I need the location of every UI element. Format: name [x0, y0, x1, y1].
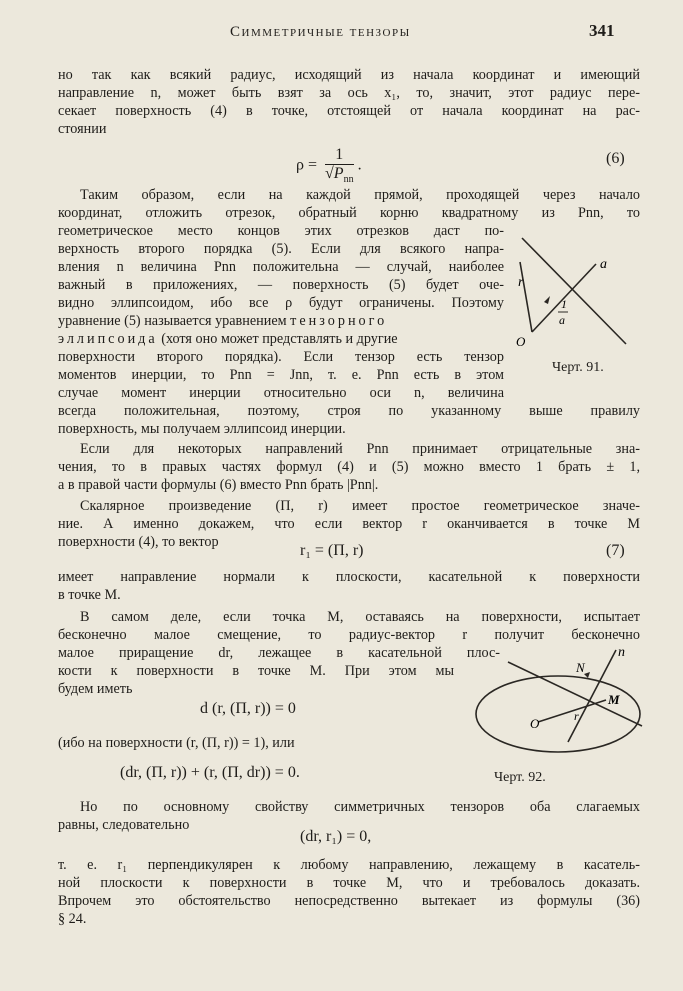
label-M: M [608, 692, 620, 707]
fraction-numerator: 1 [325, 146, 354, 165]
text-line: Таким образом, если на каждой прямой, проходящей через начало [80, 187, 640, 203]
side-line [520, 262, 532, 332]
fraction-numerator: 1 [561, 297, 567, 311]
text-line: координат, отложить отрезок, обратный корню квадратному из Pnn, то [58, 205, 640, 221]
label-N: N [576, 660, 585, 675]
label-r: r [574, 709, 579, 723]
text-line: Но по основному свойству симметричных тензоров оба слагаемых [80, 799, 640, 815]
text-line: а в правой части формулы (6) вместо Pnn брать |Pnn|. [58, 477, 379, 493]
text-line: верхность второго порядка (5). Если для всякого напра- [58, 241, 504, 257]
text-line: Если для некоторых направлений Pnn принимает отрицательные зна- [80, 441, 640, 457]
arrowhead [544, 296, 550, 304]
arrowhead [584, 672, 590, 678]
label-origin: O [516, 334, 526, 349]
text-line: секает поверхность (4) в точке, отстоящей от начала координат на рас- [58, 103, 640, 119]
text-line: (ибо на поверхности (r, (П, r)) = 1), или [58, 735, 295, 751]
label-origin: O [530, 716, 540, 731]
text-line: равны, следовательно [58, 817, 190, 833]
equation-6 [296, 146, 362, 185]
page-number: 341 [589, 21, 615, 40]
fraction-denominator: a [559, 313, 565, 327]
text-line: поверхность, мы получаем эллипсоид инерции. [58, 421, 346, 437]
text-line: направление n, может быть взят за ось x₁, то, значит, этот радиус пере- [58, 85, 640, 101]
text-line: вления n величина Pnn положительна — случай, наиболее [58, 259, 504, 275]
text-line: моментов инерции, то Pnn = Jnn, т. е. Pnn есть в этом [58, 367, 504, 383]
text-line: имеет направление нормали к плоскости, касательной к поверхности [58, 569, 640, 585]
text-line: кости к поверхности в точке M. При этом мы [58, 663, 454, 679]
label-r: r [518, 275, 524, 290]
text-line: бесконечно малое смещение, то радиус-вектор r получит бесконечно [58, 627, 640, 643]
text-line: геометрическое место концов этих отрезков даст по- [58, 223, 504, 239]
text-line: ние. А именно докажем, что если вектор r оканчивается в точке M [58, 516, 640, 532]
equation-number: (6) [606, 150, 625, 167]
figure-91 [514, 232, 638, 350]
figure-91-caption: Черт. 91. [552, 360, 604, 375]
equation-9: (dr, (П, r)) + (r, (П, dr)) = 0. [120, 764, 300, 781]
figure-92 [468, 642, 648, 768]
text-line: малое приращение dr, лежащее в касательной плос- [58, 645, 500, 661]
text-line: уравнение (5) называется уравнением тензорного [58, 313, 388, 329]
text-line: поверхности (4), то вектор [58, 534, 219, 550]
equation-10: (dr, r₁) = 0, [300, 828, 372, 845]
equation-tail: . [357, 156, 362, 174]
spaced-term: тензорного [290, 313, 388, 329]
equation-7: r₁ = (П, r) [300, 542, 364, 559]
text-line: Впрочем это обстоятельство непосредственно вытекает из формулы (36) [58, 893, 640, 909]
text-line: чения, то в правых частях формул (4) и (5) можно вместо 1 брать ± 1, [58, 459, 640, 475]
text-line: поверхности второго порядка). Если тензор есть тензор [58, 349, 504, 365]
text-line: всегда положительная, поэтому, строя по указанному выше правилу [58, 403, 640, 419]
text-line: В самом деле, если точка M, оставаясь на поверхности, испытает [80, 609, 640, 625]
text-line: ной плоскости к поверхности в точке M, что и требовалось доказать. [58, 875, 640, 891]
text-line: но так как всякий радиус, исходящий из начала координат и имеющий [58, 67, 640, 83]
text-line: эллипсоида (хотя оно может представлять и другие [58, 331, 398, 347]
running-header: Симметричные тензоры [230, 24, 411, 40]
text-line: будем иметь [58, 681, 133, 697]
text-line: Скалярное произведение (П, r) имеет простое геометрическое значе- [80, 498, 640, 514]
text-line: случае момент инерции относительно оси n, величина [58, 385, 504, 401]
text-line: важный в приложениях, — поверхность (5) будет оче- [58, 277, 504, 293]
text-line: стоянии [58, 121, 107, 137]
figure-92-caption: Черт. 92. [494, 770, 546, 785]
label-n: n [618, 645, 625, 660]
spaced-term: эллипсоида [58, 331, 158, 347]
text-line: в точке M. [58, 587, 121, 603]
text-line: видно эллипсоидом, ибо все ρ будут ограничены. Поэтому [58, 295, 504, 311]
label-a: a [600, 257, 607, 272]
axis-line [522, 238, 626, 344]
text-line: § 24. [58, 911, 87, 927]
text-line: т. е. r₁ перпендикулярен к любому направлению, лежащему в касатель- [58, 857, 640, 873]
equation-8: d (r, (П, r)) = 0 [200, 700, 296, 717]
fraction-denominator: $√P_{nn}$ [325, 165, 354, 186]
equation-number: (7) [606, 542, 625, 559]
radius-vector-line [538, 700, 606, 722]
equation-lhs: ρ = [296, 156, 318, 174]
fraction [325, 146, 354, 185]
